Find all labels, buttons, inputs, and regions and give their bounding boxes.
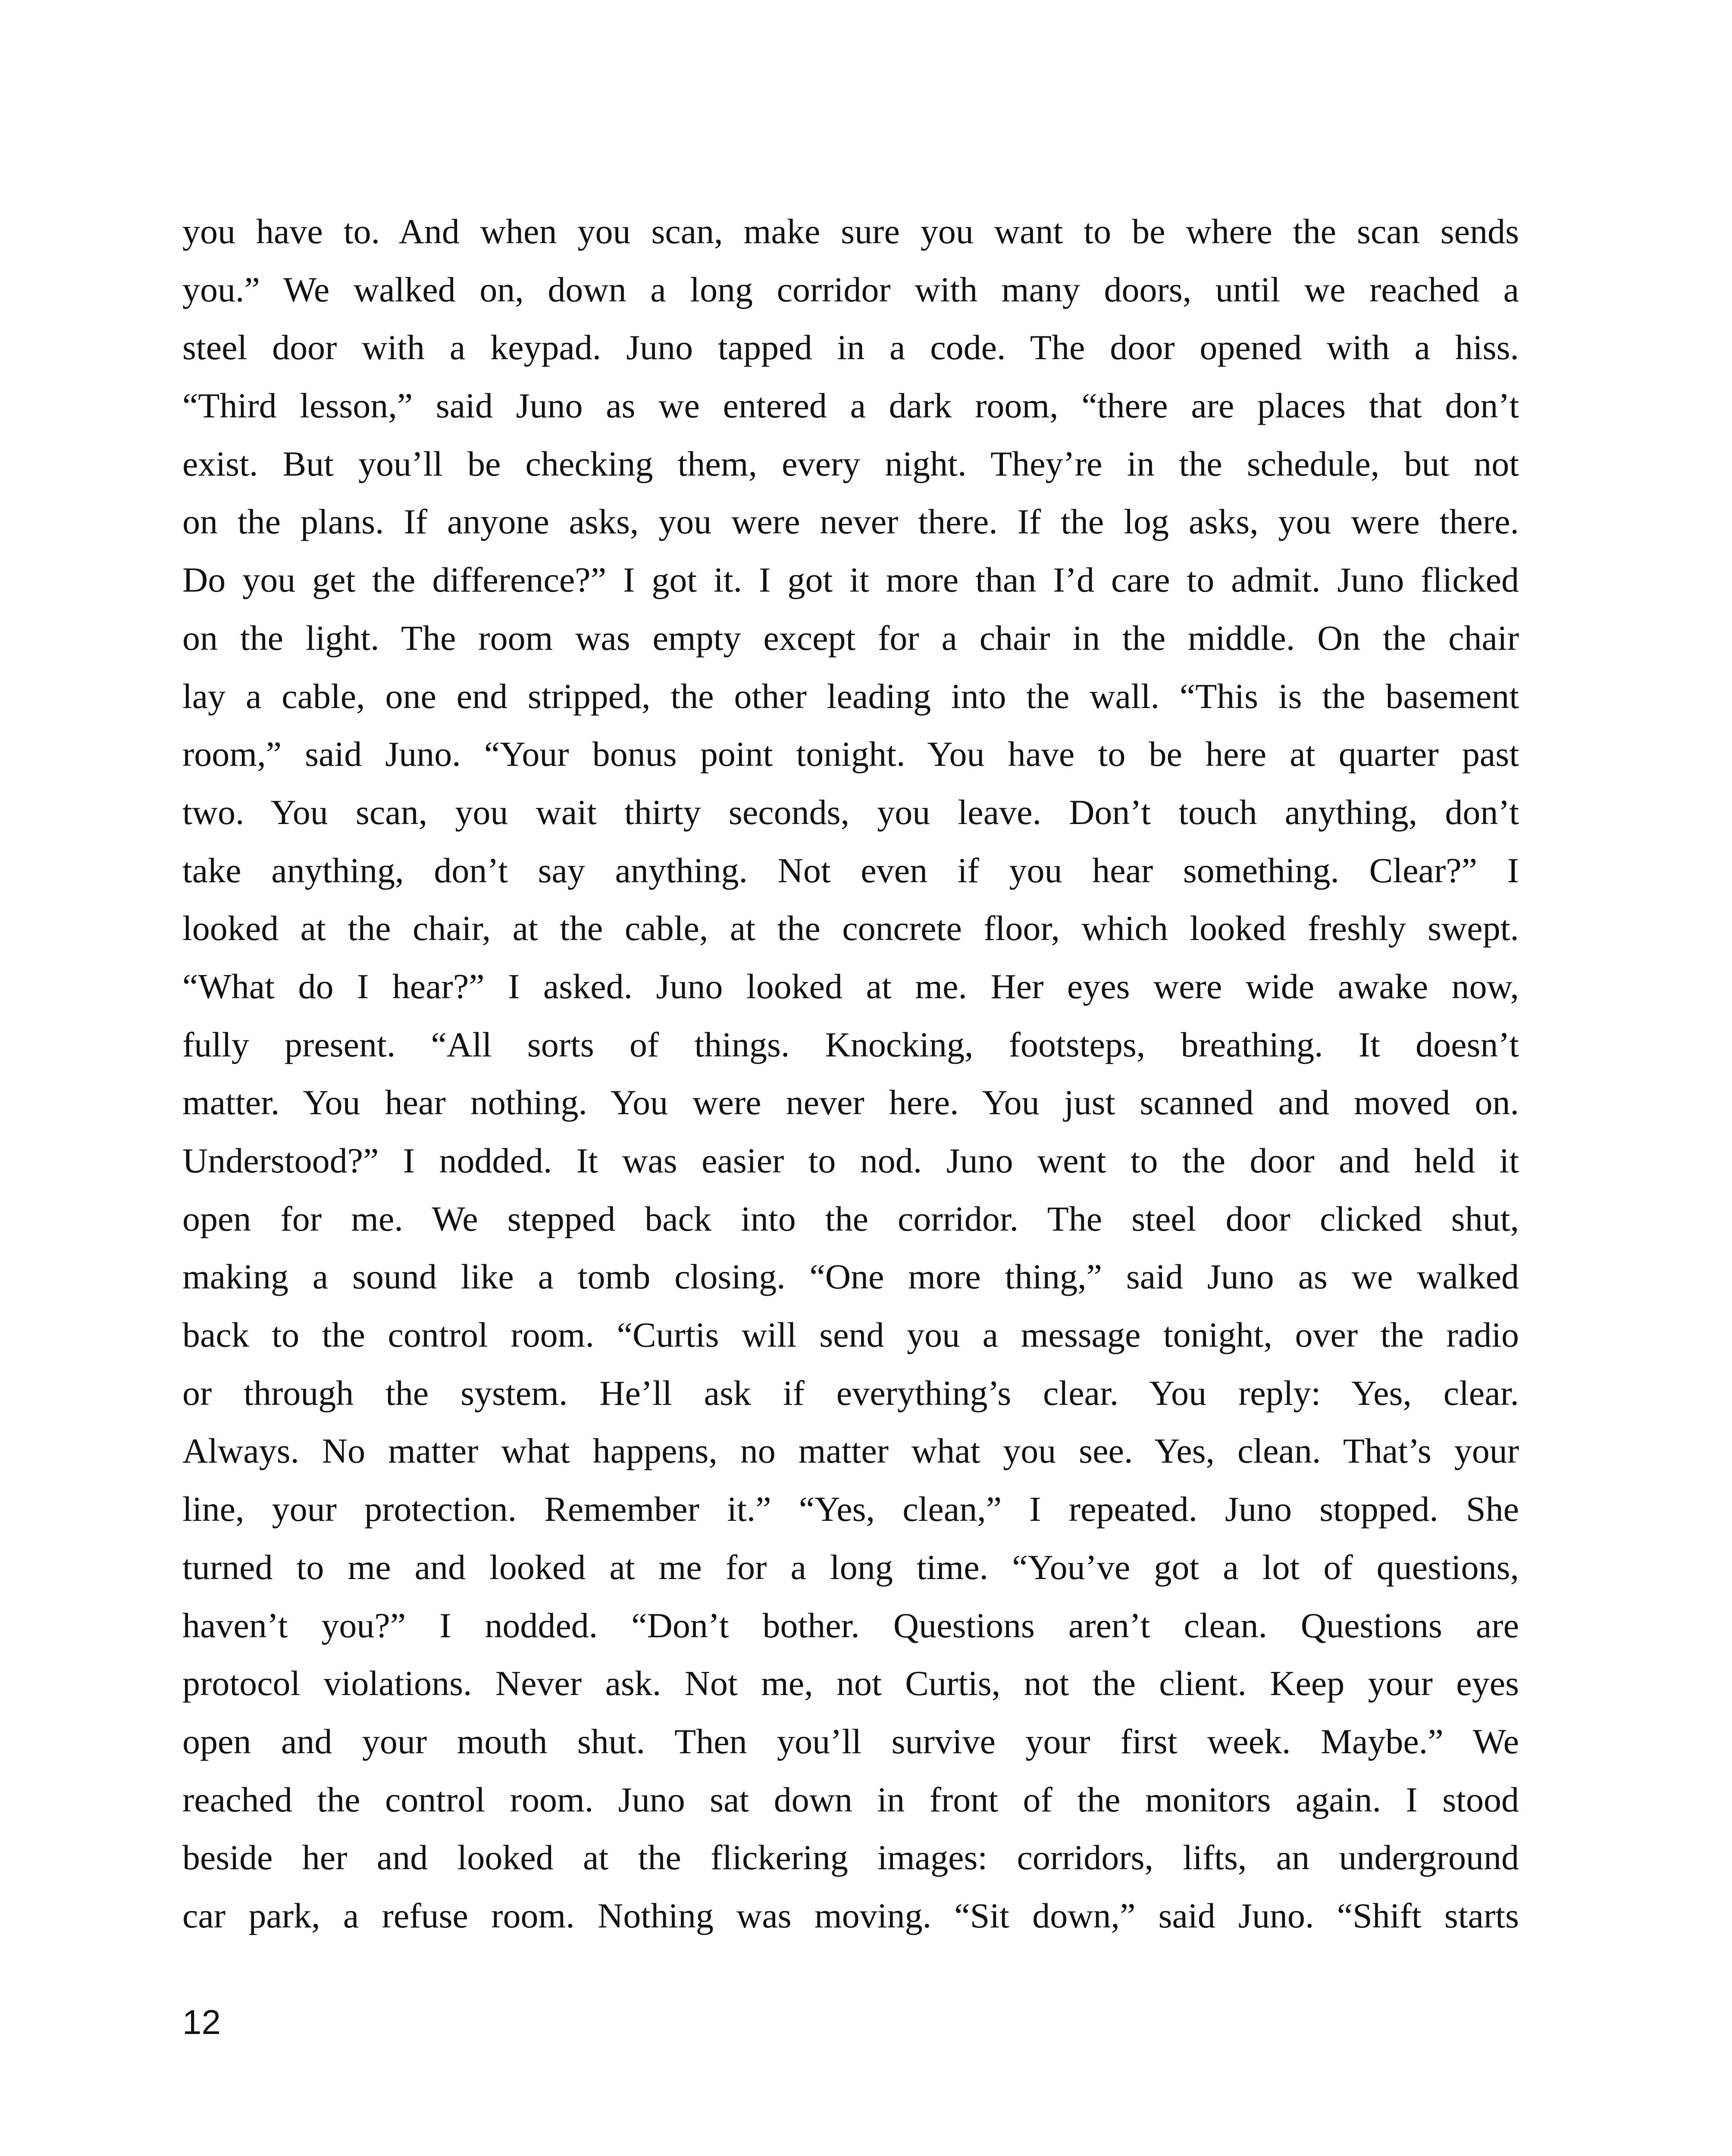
text-line: turned to me and looked at me for a long time. “You’ve got a lot of questions, (182, 1547, 1519, 1587)
text-line: two. You scan, you wait thirty seconds, you leave. Don’t touch anything, don’t (182, 792, 1519, 832)
text-line: beside her and looked at the flickering images: corridors, lifts, an underground (182, 1838, 1519, 1877)
text-line: “What do I hear?” I asked. Juno looked at me. Her eyes were wide awake now, (182, 966, 1519, 1006)
text-line: Always. No matter what happens, no matter what you see. Yes, clean. That’s your (182, 1431, 1519, 1471)
text-line: reached the control room. Juno sat down in front of the monitors again. I stood (182, 1780, 1519, 1819)
text-line: open for me. We stepped back into the corridor. The steel door clicked shut, (182, 1199, 1519, 1238)
text-line: looked at the chair, at the cable, at the concrete floor, which looked freshly swept. (182, 909, 1519, 948)
text-line: you.” We walked on, down a long corridor with many doors, until we reached a (182, 270, 1519, 309)
text-line: back to the control room. “Curtis will send you a message tonight, over the radio (182, 1315, 1519, 1355)
text-line: “Third lesson,” said Juno as we entered a dark room, “there are places that don’t (182, 386, 1519, 426)
page-number: 12 (182, 2003, 221, 2041)
text-line: exist. But you’ll be checking them, every night. They’re in the schedule, but not (182, 444, 1519, 483)
text-line: making a sound like a tomb closing. “One more thing,” said Juno as we walked (182, 1257, 1519, 1297)
text-line: Do you get the difference?” I got it. I got it more than I’d care to admit. Juno flicked (182, 560, 1519, 600)
text-line: line, your protection. Remember it.” “Yes, clean,” I repeated. Juno stopped. She (182, 1489, 1519, 1529)
text-line: take anything, don’t say anything. Not even if you hear something. Clear?” I (182, 850, 1519, 890)
text-line: haven’t you?” I nodded. “Don’t bother. Questions aren’t clean. Questions are (182, 1605, 1519, 1645)
text-line: on the plans. If anyone asks, you were never there. If the log asks, you were there. (182, 502, 1519, 542)
body-text (182, 203, 1519, 1945)
text-line: car park, a refuse room. Nothing was moving. “Sit down,” said Juno. “Shift starts (182, 1896, 1519, 1935)
text-line: or through the system. He’ll ask if everything’s clear. You reply: Yes, clear. (182, 1373, 1519, 1413)
text-line: lay a cable, one end stripped, the other leading into the wall. “This is the basement (182, 676, 1519, 716)
text-line: protocol violations. Never ask. Not me, not Curtis, not the client. Keep your eyes (182, 1664, 1519, 1703)
text-line: open and your mouth shut. Then you’ll survive your first week. Maybe.” We (182, 1721, 1519, 1761)
text-line: fully present. “All sorts of things. Knocking, footsteps, breathing. It doesn’t (182, 1025, 1519, 1064)
text-line: you have to. And when you scan, make sure you want to be where the scan sends (182, 212, 1519, 251)
text-line: on the light. The room was empty except for a chair in the middle. On the chair (182, 618, 1519, 658)
text-line: matter. You hear nothing. You were never here. You just scanned and moved on. (182, 1083, 1519, 1122)
text-line: Understood?” I nodded. It was easier to nod. Juno went to the door and held it (182, 1141, 1519, 1180)
text-line: steel door with a keypad. Juno tapped in a code. The door opened with a hiss. (182, 328, 1519, 367)
text-line: room,” said Juno. “Your bonus point tonight. You have to be here at quarter past (182, 734, 1519, 774)
